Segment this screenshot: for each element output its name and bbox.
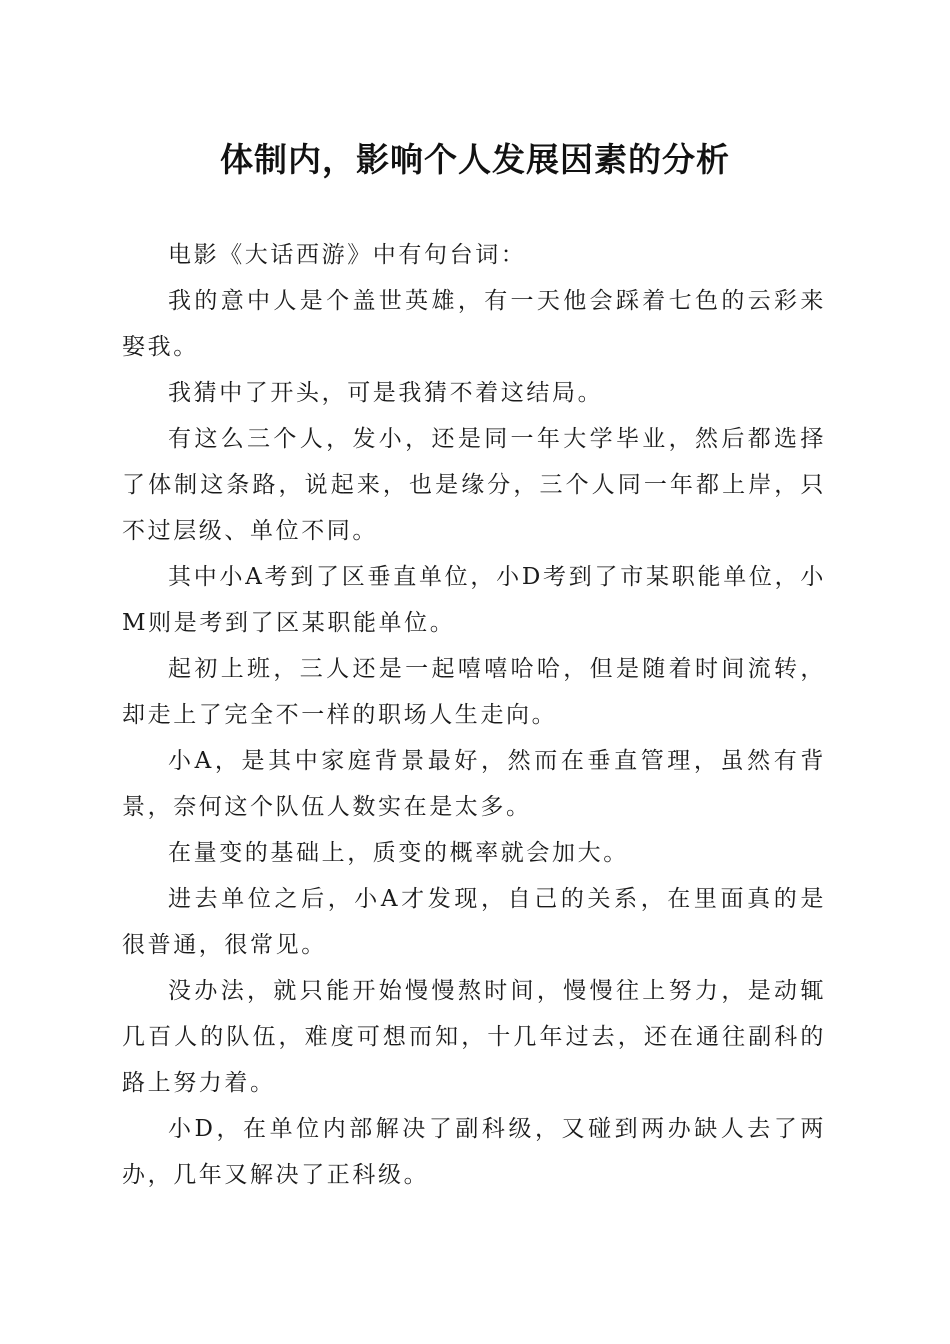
paragraph: 电影《大话西游》中有句台词： [168, 242, 527, 268]
paragraph: 进去单位之后，小A才发现，自己的关系，在里面真的是很普通，很常见。 [122, 886, 826, 958]
paragraph: 我猜中了开头，可是我猜不着这结局。 [168, 380, 604, 406]
paragraph: 起初上班，三人还是一起嘻嘻哈哈，但是随着时间流转，却走上了完全不一样的职场人生走向。 [122, 656, 826, 728]
paragraph: 在量变的基础上，质变的概率就会加大。 [168, 840, 629, 866]
paragraph: 其中小A考到了区垂直单位，小D考到了市某职能单位，小M则是考到了区某职能单位。 [122, 564, 826, 636]
paragraph: 有这么三个人，发小，还是同一年大学毕业，然后都选择了体制这条路，说起来，也是缘分，三个人同一年都上岸，只不过层级、单位不同。 [122, 426, 826, 544]
paragraph: 小D，在单位内部解决了副科级，又碰到两办缺人去了两办，几年又解决了正科级。 [122, 1116, 826, 1188]
paragraph: 没办法，就只能开始慢慢熬时间，慢慢往上努力，是动辄几百人的队伍，难度可想而知，十几年过去，还在通往副科的路上努力着。 [122, 978, 826, 1096]
paragraph: 我的意中人是个盖世英雄，有一天他会踩着七色的云彩来娶我。 [122, 288, 826, 360]
document-title: 体制内，影响个人发展因素的分析 [220, 140, 730, 179]
document-body [122, 232, 826, 1198]
paragraph: 小A，是其中家庭背景最好，然而在垂直管理，虽然有背景，奈何这个队伍人数实在是太多。 [122, 748, 826, 820]
